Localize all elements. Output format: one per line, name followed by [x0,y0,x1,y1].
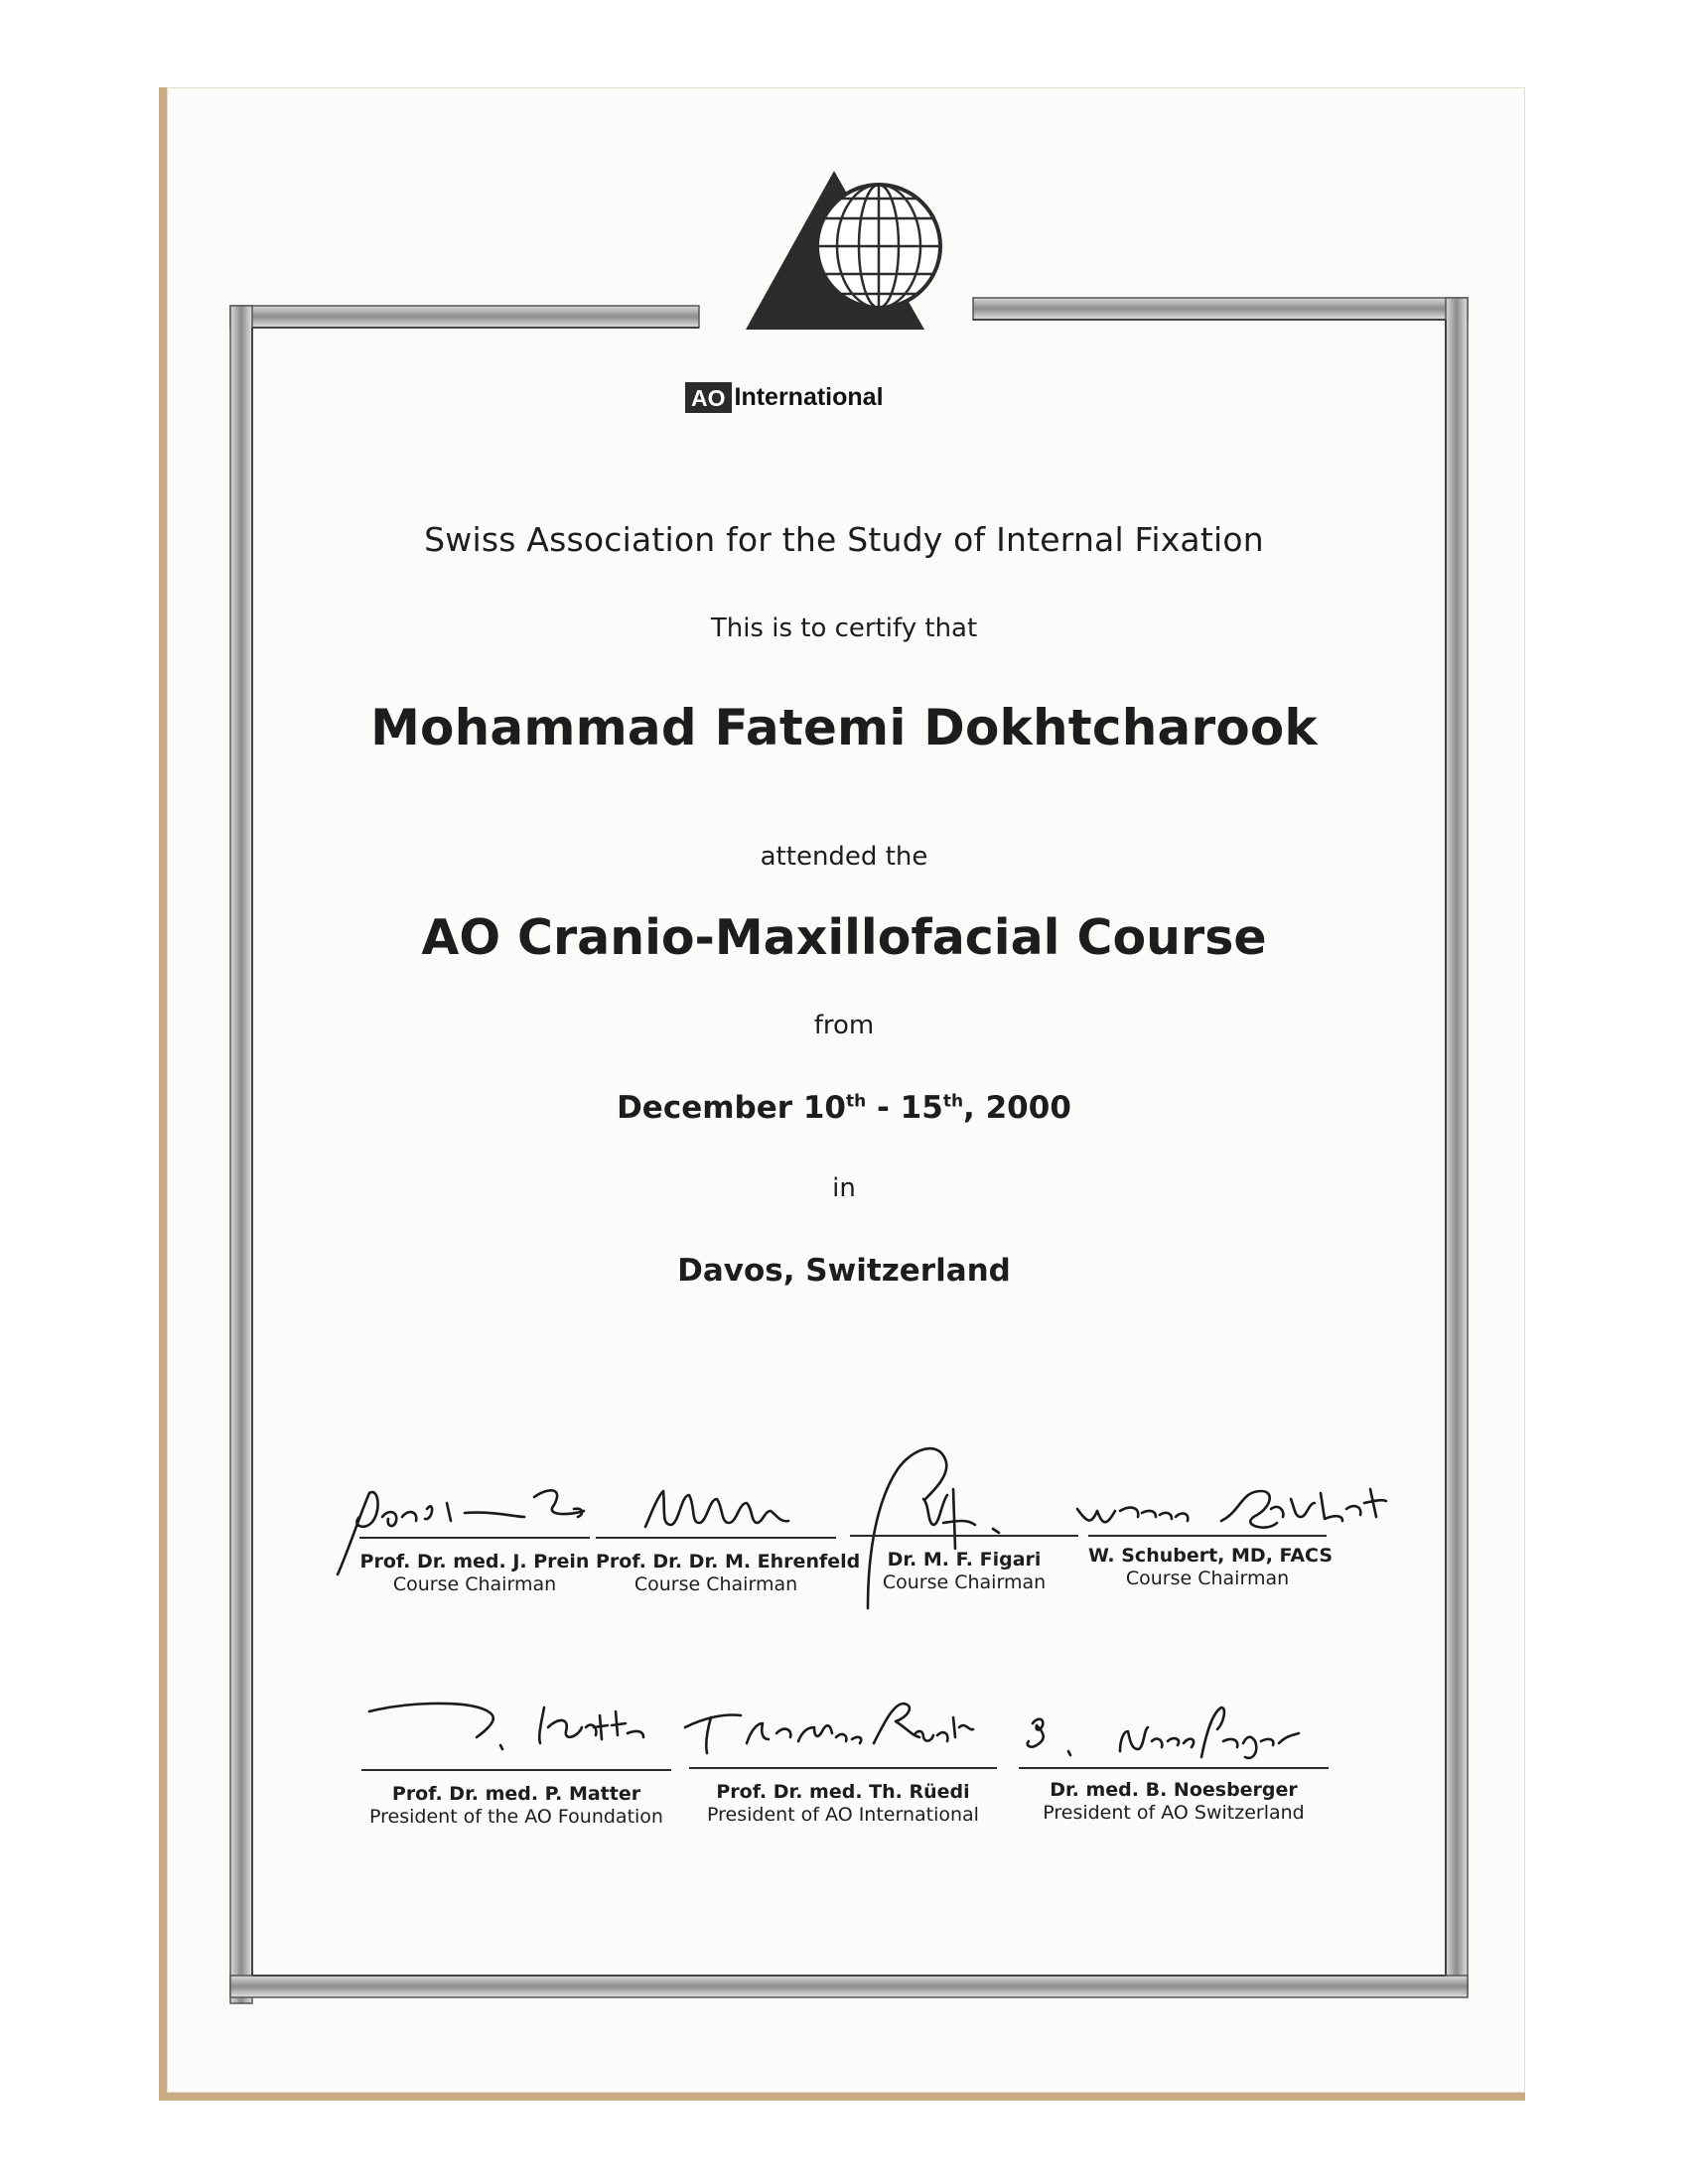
signatory-ehrenfeld [596,1551,861,1595]
certify-intro: This is to certify that [710,614,978,643]
signatory-matter [352,1783,681,1828]
in-text: in [832,1173,856,1203]
signatory-role: Course Chairman [1125,1568,1290,1589]
ao-badge-box: AO [685,382,732,413]
signatory-name: Prof. Dr. med. J. Prein [359,1551,590,1572]
signatory-name: Prof. Dr. med. Th. Rüedi [716,1781,970,1803]
signatory-role: President of the AO Foundation [369,1806,663,1828]
signatory-name: Dr. med. B. Noesberger [1050,1779,1298,1801]
signatory-role: Course Chairman [392,1573,557,1595]
signature-line-ruedi [689,1767,997,1769]
signatory-ruedi [689,1781,997,1826]
signatory-role: Course Chairman [633,1573,798,1595]
signatory-name: Prof. Dr. med. P. Matter [391,1783,641,1805]
from-text: from [813,1011,875,1040]
signatory-role: Course Chairman [882,1571,1047,1593]
recipient-name: Mohammad Fatemi Dokhtcharook [370,699,1318,756]
signature-line-matter [361,1769,671,1771]
signatory-noesberger [1009,1779,1338,1824]
ao-international-badge [685,381,884,413]
course-dates [0,1090,1688,1126]
signatory-role: President of AO Switzerland [1043,1802,1305,1824]
dates-end: - 15 [866,1090,943,1126]
dates-start: December 10 [617,1090,846,1126]
signatory-role: President of AO International [707,1804,979,1826]
signatory-prein [359,1551,590,1595]
dates-start-suffix: th [845,1091,867,1112]
course-location: Davos, Switzerland [677,1253,1011,1289]
signatory-figari [850,1549,1078,1593]
organization-name: Swiss Association for the Study of Internal Fixation [424,520,1264,559]
attended-text: attended the [760,842,928,872]
ao-badge-word: International [734,382,884,411]
dates-end-suffix: th [942,1091,964,1112]
signature-line-schubert [1088,1535,1327,1537]
signatory-name: W. Schubert, MD, FACS [1088,1545,1334,1567]
dates-year: , 2000 [963,1090,1071,1126]
signatory-name: Dr. M. F. Figari [887,1549,1042,1570]
course-title: AO Cranio-Maxillofacial Course [421,909,1267,966]
signature-line-prein [359,1537,590,1539]
signature-line-figari [850,1535,1078,1537]
signatory-schubert [1088,1545,1334,1589]
ao-triangle-globe-icon [740,167,948,336]
signature-line-ehrenfeld [596,1537,836,1539]
signatory-name: Prof. Dr. Dr. M. Ehrenfeld [596,1551,861,1572]
signature-line-noesberger [1019,1767,1329,1769]
